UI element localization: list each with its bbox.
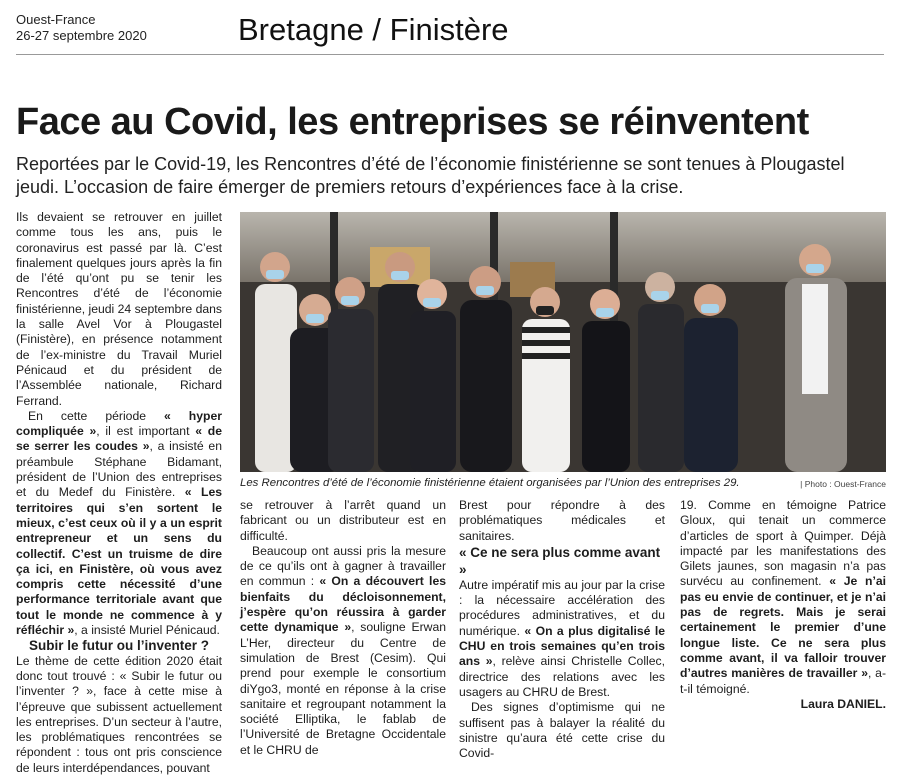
paragraph: Ils devaient se retrouver en juillet comme tous les ans, puis le coronavirus est passé par là. C’est finalement quelques jours après la fin de l’été qu’ont pu se tenir les Rencontres d’été de l’économie finistérienne, jeudi 24 septembre dans la salle Avel Vor à Plougastel (Finistère), en présence notamment de l’ex-ministre du Travail Muriel Pénicaud et du président de l’Assemblée nationale, Richard Ferrand. [16, 210, 222, 408]
photo-credit: | Photo : Ouest-France [800, 479, 886, 489]
article-headline: Face au Covid, les entreprises se réinventent [16, 101, 809, 143]
paragraph: se retrouver à l’arrêt quand un fabricant ou un distributeur est en difficulté. [240, 498, 446, 543]
photo-caption: Les Rencontres d’été de l’économie finistérienne étaient organisées par l’Union des entreprises 29. [240, 477, 740, 489]
paragraph: En cette période « hyper compliquée », il est important « de se serrer les coudes », a insisté en préambule Stéphane Bidamant, président de l’Union des entreprises et du Medef du Finistère. « Les territoires qui s’en sortent le mieux, c’est ceux où il y a un esprit entrepreneur et un sens du collectif. C’est un truisme de dire ça ici, en Finistère, où vous avez compris cette nécessité d’une performance territoriale avant que tout le monde ne commence à y réfléchir », a insisté Muriel Pénicaud. [16, 408, 223, 638]
subheading: Subir le futur ou l’inventer ? [28, 638, 209, 654]
section-title: Bretagne / Finistère [238, 12, 509, 47]
paragraph: Des signes d’optimisme qui ne suffisent pas à balayer la réalité du sinistre qu’aura été cette crise du Covid- [459, 700, 665, 761]
subheading: « Ce ne sera plus comme avant » [459, 544, 661, 577]
paragraph: Brest pour répondre à des problématiques médicales et sanitaires. [459, 498, 665, 543]
article-lead: Reportées par le Covid-19, les Rencontres d’été de l’économie finistérienne se sont tenues à Plougastel jeudi. L’occasion de faire émerger de premiers retours d’expériences face à la crise. [16, 154, 845, 197]
newspaper-name: Ouest-France [16, 12, 96, 27]
masthead [16, 12, 147, 44]
article-column-2 [240, 498, 446, 756]
paragraph: Autre impératif mis au jour par la crise : la nécessaire accélération des procédures administratives, et du numérique. « On a plus digitalisé le CHU en trois semaines qu’en trois ans », relève ainsi Christelle Collec, directrice des relations avec les usagers au CHRU de Brest. [459, 577, 665, 699]
paragraph: Le thème de cette édition 2020 était donc tout trouvé : « Subir le futur ou l’inventer ? », face à cette mise à l’épreuve que subissent actuellement les entreprises. D’un secteur à l’autre, les problématiques rencontrées se répondent : tous ont pris conscience de leurs interdépendances, pouvant [16, 653, 222, 775]
issue-date: 26-27 septembre 2020 [16, 28, 147, 43]
paragraph: 19. Comme en témoigne Patrice Gloux, qui tenait un commerce d’articles de sport à Quimper. Déjà impacté par les manifestations des Gilets jaunes, son magasin n’a pas survécu au confinement. « Je n’ai pas eu envie de continuer, et je n’ai pas de regrets. Mais je serai certainement le premier d’une longue liste. Ce ne sera plus comme avant, il va falloir trouver d’autres manières de travailler », a-t-il témoigné. [680, 498, 887, 696]
author-signature: Laura DANIEL. [800, 696, 886, 711]
group-photo-illustration [240, 212, 886, 472]
paragraph: Beaucoup ont aussi pris la mesure de ce qu’ils ont à gagner à travailler en commun : « On a découvert les bienfaits du décloisonnement, j’espère qu’on réussira à garder cette dynamique », souligne Erwan L’Her, directeur du Centre de simulation de Brest (Cesim). Qui prend pour exemple le consortium diYgo3, monté en réponse à la crise sanitaire et regroupant notamment la société Elliptika, le fablab de l’Université de Bretagne Occidentale et le CHRU de [240, 543, 447, 757]
article-photo [240, 212, 886, 472]
article-column-4 [680, 498, 886, 756]
article-column-1 [16, 210, 223, 775]
header-divider [16, 54, 884, 55]
article-column-3 [459, 498, 665, 761]
